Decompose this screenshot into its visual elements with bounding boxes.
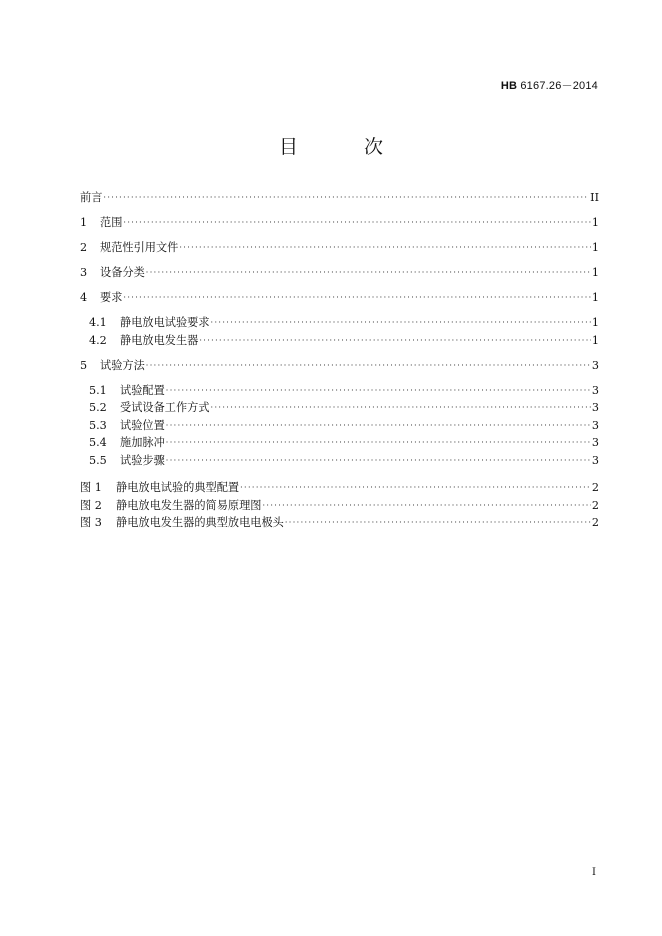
toc-entry-label: 规范性引用文件 — [100, 241, 179, 254]
toc-page-number: 3 — [591, 436, 599, 449]
toc-entry-number: 4.2 — [89, 333, 107, 347]
table-of-contents — [80, 189, 599, 532]
toc-entry-section-4-2[interactable] — [80, 332, 599, 350]
toc-leader-dots — [179, 239, 591, 257]
toc-entry-section-5-2[interactable] — [80, 399, 599, 417]
toc-entry-section-2[interactable] — [80, 239, 599, 257]
toc-entry-number: 图 2 — [80, 498, 102, 512]
toc-entry-label: 试验步骤 — [120, 453, 165, 467]
toc-entry-label: 要求 — [100, 291, 123, 304]
toc-entry-number: 5.2 — [89, 401, 107, 414]
toc-page-number: 3 — [591, 401, 599, 414]
toc-leader-dots — [285, 514, 591, 532]
toc-entry-label: 设备分类 — [100, 266, 145, 279]
toc-page-number: 2 — [591, 498, 599, 512]
toc-leader-dots — [240, 479, 591, 497]
toc-entry-label: 试验位置 — [120, 418, 165, 432]
toc-page-number: 3 — [591, 418, 599, 432]
toc-leader-dots — [211, 314, 591, 332]
toc-leader-dots — [166, 452, 591, 470]
toc-entry-number: 4.1 — [89, 316, 107, 329]
toc-page-number: 2 — [591, 516, 599, 529]
toc-page-number: 1 — [591, 216, 599, 229]
toc-entry-number: 1 — [80, 216, 88, 229]
toc-entry-label: 范围 — [100, 216, 123, 229]
toc-entry-number: 2 — [80, 241, 88, 254]
toc-entry-preface[interactable] — [80, 189, 599, 207]
toc-leader-dots — [103, 189, 589, 207]
toc-entry-section-5-1[interactable] — [80, 382, 599, 400]
toc-leader-dots — [199, 332, 591, 350]
toc-entry-label: 静电放电试验要求 — [120, 316, 210, 329]
toc-page-number: 3 — [591, 358, 599, 372]
toc-leader-dots — [262, 497, 590, 515]
document-code — [501, 77, 598, 93]
toc-entry-number: 图 3 — [80, 516, 102, 529]
toc-page-number: 1 — [591, 266, 599, 279]
document-code-prefix: HB — [500, 80, 518, 92]
toc-entry-section-1[interactable] — [80, 214, 599, 232]
toc-page-number: 3 — [591, 453, 599, 467]
toc-entry-section-5[interactable] — [80, 357, 599, 375]
toc-leader-dots — [123, 289, 590, 307]
toc-entry-number: 5.5 — [89, 453, 107, 467]
toc-entry-figure-2[interactable] — [80, 497, 599, 515]
toc-entry-number: 5.1 — [89, 383, 107, 397]
toc-entry-number: 图 1 — [80, 481, 102, 494]
toc-leader-dots — [166, 434, 591, 452]
toc-leader-dots — [146, 357, 591, 375]
toc-page-number: 3 — [591, 383, 599, 397]
toc-leader-dots — [123, 214, 590, 232]
toc-entry-label: 试验配置 — [120, 383, 165, 397]
toc-entry-section-4[interactable] — [80, 289, 599, 307]
toc-entry-label: 静电放电发生器的简易原理图 — [116, 498, 262, 512]
toc-entry-label: 静电放电发生器的典型放电电极头 — [116, 516, 284, 529]
toc-entry-label: 受试设备工作方式 — [120, 401, 210, 414]
toc-entry-number: 5.3 — [89, 418, 107, 432]
toc-leader-dots — [146, 264, 591, 282]
toc-entry-number: 5 — [80, 358, 88, 372]
toc-leader-dots — [211, 399, 591, 417]
toc-title: 目 次 — [278, 136, 414, 158]
document-code-number: 6167.26－2014 — [517, 80, 598, 92]
toc-entry-section-5-3[interactable] — [80, 417, 599, 435]
page-number: I — [592, 867, 596, 878]
toc-leader-dots — [166, 382, 591, 400]
toc-page-number: 1 — [591, 316, 599, 329]
toc-entry-label: 静电放电试验的典型配置 — [116, 481, 240, 494]
toc-entry-figure-1[interactable] — [80, 479, 599, 497]
toc-page-number: 2 — [591, 481, 599, 494]
toc-page-number: 1 — [591, 291, 599, 304]
toc-entry-label: 试验方法 — [100, 358, 145, 372]
toc-page-number: II — [590, 191, 599, 204]
toc-entry-label: 前言 — [80, 191, 103, 204]
toc-entry-section-4-1[interactable] — [80, 314, 599, 332]
toc-entry-number: 3 — [80, 266, 88, 279]
toc-entry-section-3[interactable] — [80, 264, 599, 282]
toc-entry-number: 5.4 — [89, 436, 107, 449]
toc-entry-section-5-5[interactable] — [80, 452, 599, 470]
toc-page-number: 1 — [591, 333, 599, 347]
toc-entry-figure-3[interactable] — [80, 514, 599, 532]
toc-entry-section-5-4[interactable] — [80, 434, 599, 452]
toc-entry-number: 4 — [80, 291, 88, 304]
toc-entry-label: 静电放电发生器 — [120, 333, 199, 347]
toc-page-number: 1 — [591, 241, 599, 254]
toc-entry-label: 施加脉冲 — [120, 436, 165, 449]
toc-leader-dots — [166, 417, 591, 435]
